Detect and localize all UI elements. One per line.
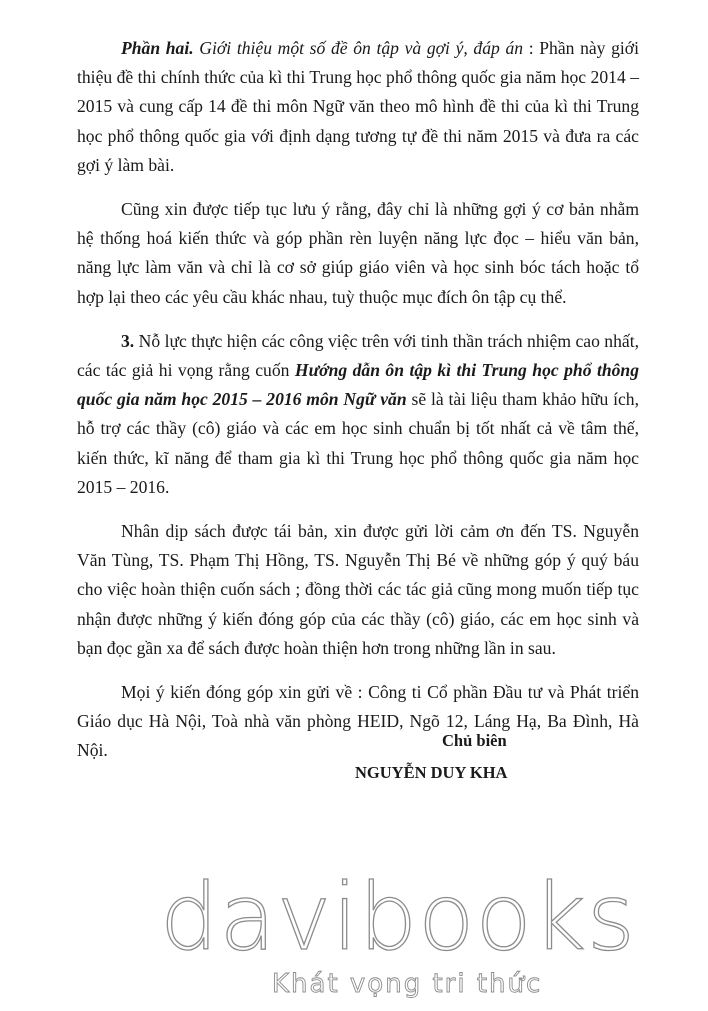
body-text bbox=[77, 34, 639, 781]
item-number: 3. bbox=[121, 330, 135, 351]
paragraph-text: Nhân dịp sách được tái bản, xin được gửi lời cảm ơn đến TS. Nguyễn Văn Tùng, TS. Phạm Thị Hồng, TS. Nguyễn Thị Bé về những góp ý quý báu cho việc hoàn thiện cuốn sách ; đồng thời các tác giả cũng mong muốn tiếp tục nhận được những ý kiến đóng góp của các thầy (cô) giáo, các em học sinh và bạn đọc gần xa để sách được hoàn thiện hơn trong những lần in sau. bbox=[77, 521, 639, 658]
paragraph-item-3 bbox=[77, 327, 639, 502]
watermark bbox=[0, 864, 708, 1011]
part-heading: Giới thiệu một số đề ôn tập và gợi ý, đáp án bbox=[199, 38, 524, 58]
signature-title: Chủ biên bbox=[442, 731, 507, 750]
paragraph-part-two bbox=[77, 34, 639, 180]
paragraph-text: : Phần này giới thiệu đề thi chính thức của kì thi Trung học phổ thông quốc gia năm học 2014 – 2015 và cung cấp 14 đề thi môn Ngữ văn theo mô hình đề thi của kì thi Trung học phổ thông quốc gia với định dạng tương tự đề thi năm 2015 và đưa ra các gợi ý làm bài. bbox=[77, 38, 640, 175]
watermark-logo: davibooks bbox=[160, 864, 636, 971]
paragraph-text: Nỗ lực thực hiện các công việc trên với tinh thần trách nhiệm cao nhất, các tác giả hi vọng rằng cuốn bbox=[77, 330, 639, 381]
part-label: Phần hai. bbox=[121, 38, 194, 58]
paragraph-note bbox=[77, 195, 639, 312]
paragraph-text: Cũng xin được tiếp tục lưu ý rằng, đây chỉ là những gợi ý cơ bản nhằm hệ thống hoá kiến thức và góp phần rèn luyện năng lực đọc – hiểu văn bản, năng lực làm văn và chỉ là cơ sở giúp giáo viên và học sinh bóc tách hoặc tổ hợp lại theo các yêu cầu khác nhau, tuỳ thuộc mục đích ôn tập cụ thể. bbox=[77, 199, 639, 307]
book-title: Hướng dẫn ôn tập kì thi Trung học phổ thông quốc gia năm học 2015 – 2016 môn Ngữ văn bbox=[77, 360, 639, 410]
signature-name: NGUYỄN DUY KHA bbox=[355, 763, 508, 782]
paragraph-text: Mọi ý kiến đóng góp xin gửi về : Công ti Cổ phần Đầu tư và Phát triển Giáo dục Hà Nội, Toà nhà văn phòng HEID, Ngõ 12, Láng Hạ, Ba Đình, Hà Nội. bbox=[77, 682, 639, 761]
signature-block bbox=[355, 725, 615, 789]
watermark-tagline: Khát vọng tri thức bbox=[272, 969, 543, 999]
paragraph-text: sẽ là tài liệu tham khảo hữu ích, hỗ trợ các thầy (cô) giáo và các em học sinh chuẩn bị tốt nhất cả về tâm thế, kiến thức, kĩ năng để tham gia kì thi Trung học phổ thông quốc gia năm học 2015 – 2016. bbox=[77, 389, 639, 497]
paragraph-acknowledgement bbox=[77, 517, 639, 663]
